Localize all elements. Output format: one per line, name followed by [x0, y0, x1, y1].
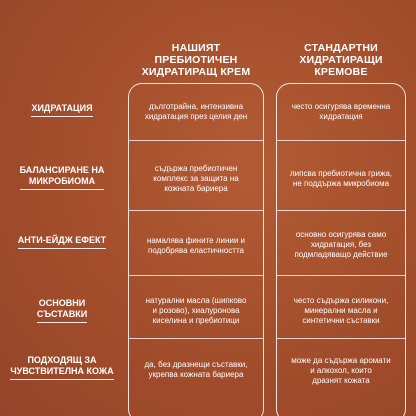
row-label-microbiome	[0, 165, 124, 190]
row-label-text: БАЛАНСИРАНЕ НА МИКРОБИОМА	[20, 165, 105, 190]
row-divider	[276, 275, 406, 276]
row-label-text: ПОДХОДЯЩ ЗА ЧУВСТВИТЕЛНА КОЖА	[10, 355, 113, 380]
row-divider	[128, 140, 264, 141]
cell-ours-ingredients: натурални масла (шипково и розово), хиалуронова киселина и пребиотици	[145, 296, 247, 325]
row-label-text: ОСНОВНИ СЪСТАВКИ	[37, 298, 87, 323]
cell-standard-sensitive-skin: може да съдържа аромати и алкохол, които дразнят кожата	[291, 356, 391, 385]
cell-standard-ingredients: често съдържа силикони, минерални масла и синтетични съставки	[293, 296, 389, 325]
cell-standard-anti-age: основно осигурява само хидратация, без подмладяващо действие	[294, 230, 388, 259]
cell-ours-anti-age: намалява фините линии и подобрява еластичността	[146, 236, 245, 255]
row-divider	[128, 210, 264, 211]
row-label-anti-age	[0, 235, 124, 249]
header-standard: СТАНДАРТНИ ХИДРАТИРАЩИ КРЕМОВЕ	[299, 42, 383, 78]
row-label-ingredients	[0, 298, 124, 323]
row-label-hydration	[0, 103, 124, 117]
row-label-sensitive-skin	[0, 355, 124, 380]
row-divider	[276, 338, 406, 339]
row-divider	[128, 338, 264, 339]
cell-ours-hydration: дълготрайна, интензивна хидратация през целия ден	[144, 102, 248, 121]
cell-standard-microbiome: липсва пребиотична грижа, не поддържа микробиома	[289, 169, 392, 188]
header-ours: НАШИЯТ ПРЕБИОТИЧЕН ХИДРАТИРАЩ КРЕМ	[141, 42, 251, 78]
cell-standard-hydration: често осигурява временна хидратация	[291, 102, 391, 121]
row-divider	[128, 275, 264, 276]
row-label-text: ХИДРАТАЦИЯ	[31, 103, 92, 117]
cell-ours-sensitive-skin: да, без дразнещи съставки, укрепва кожната бариера	[144, 360, 248, 379]
cell-ours-microbiome: съдържа пребиотичен комплекс за защита на кожната бариера	[153, 164, 239, 193]
row-label-text: АНТИ-ЕЙДЖ ЕФЕКТ	[18, 235, 106, 249]
row-divider	[276, 210, 406, 211]
row-divider	[276, 140, 406, 141]
